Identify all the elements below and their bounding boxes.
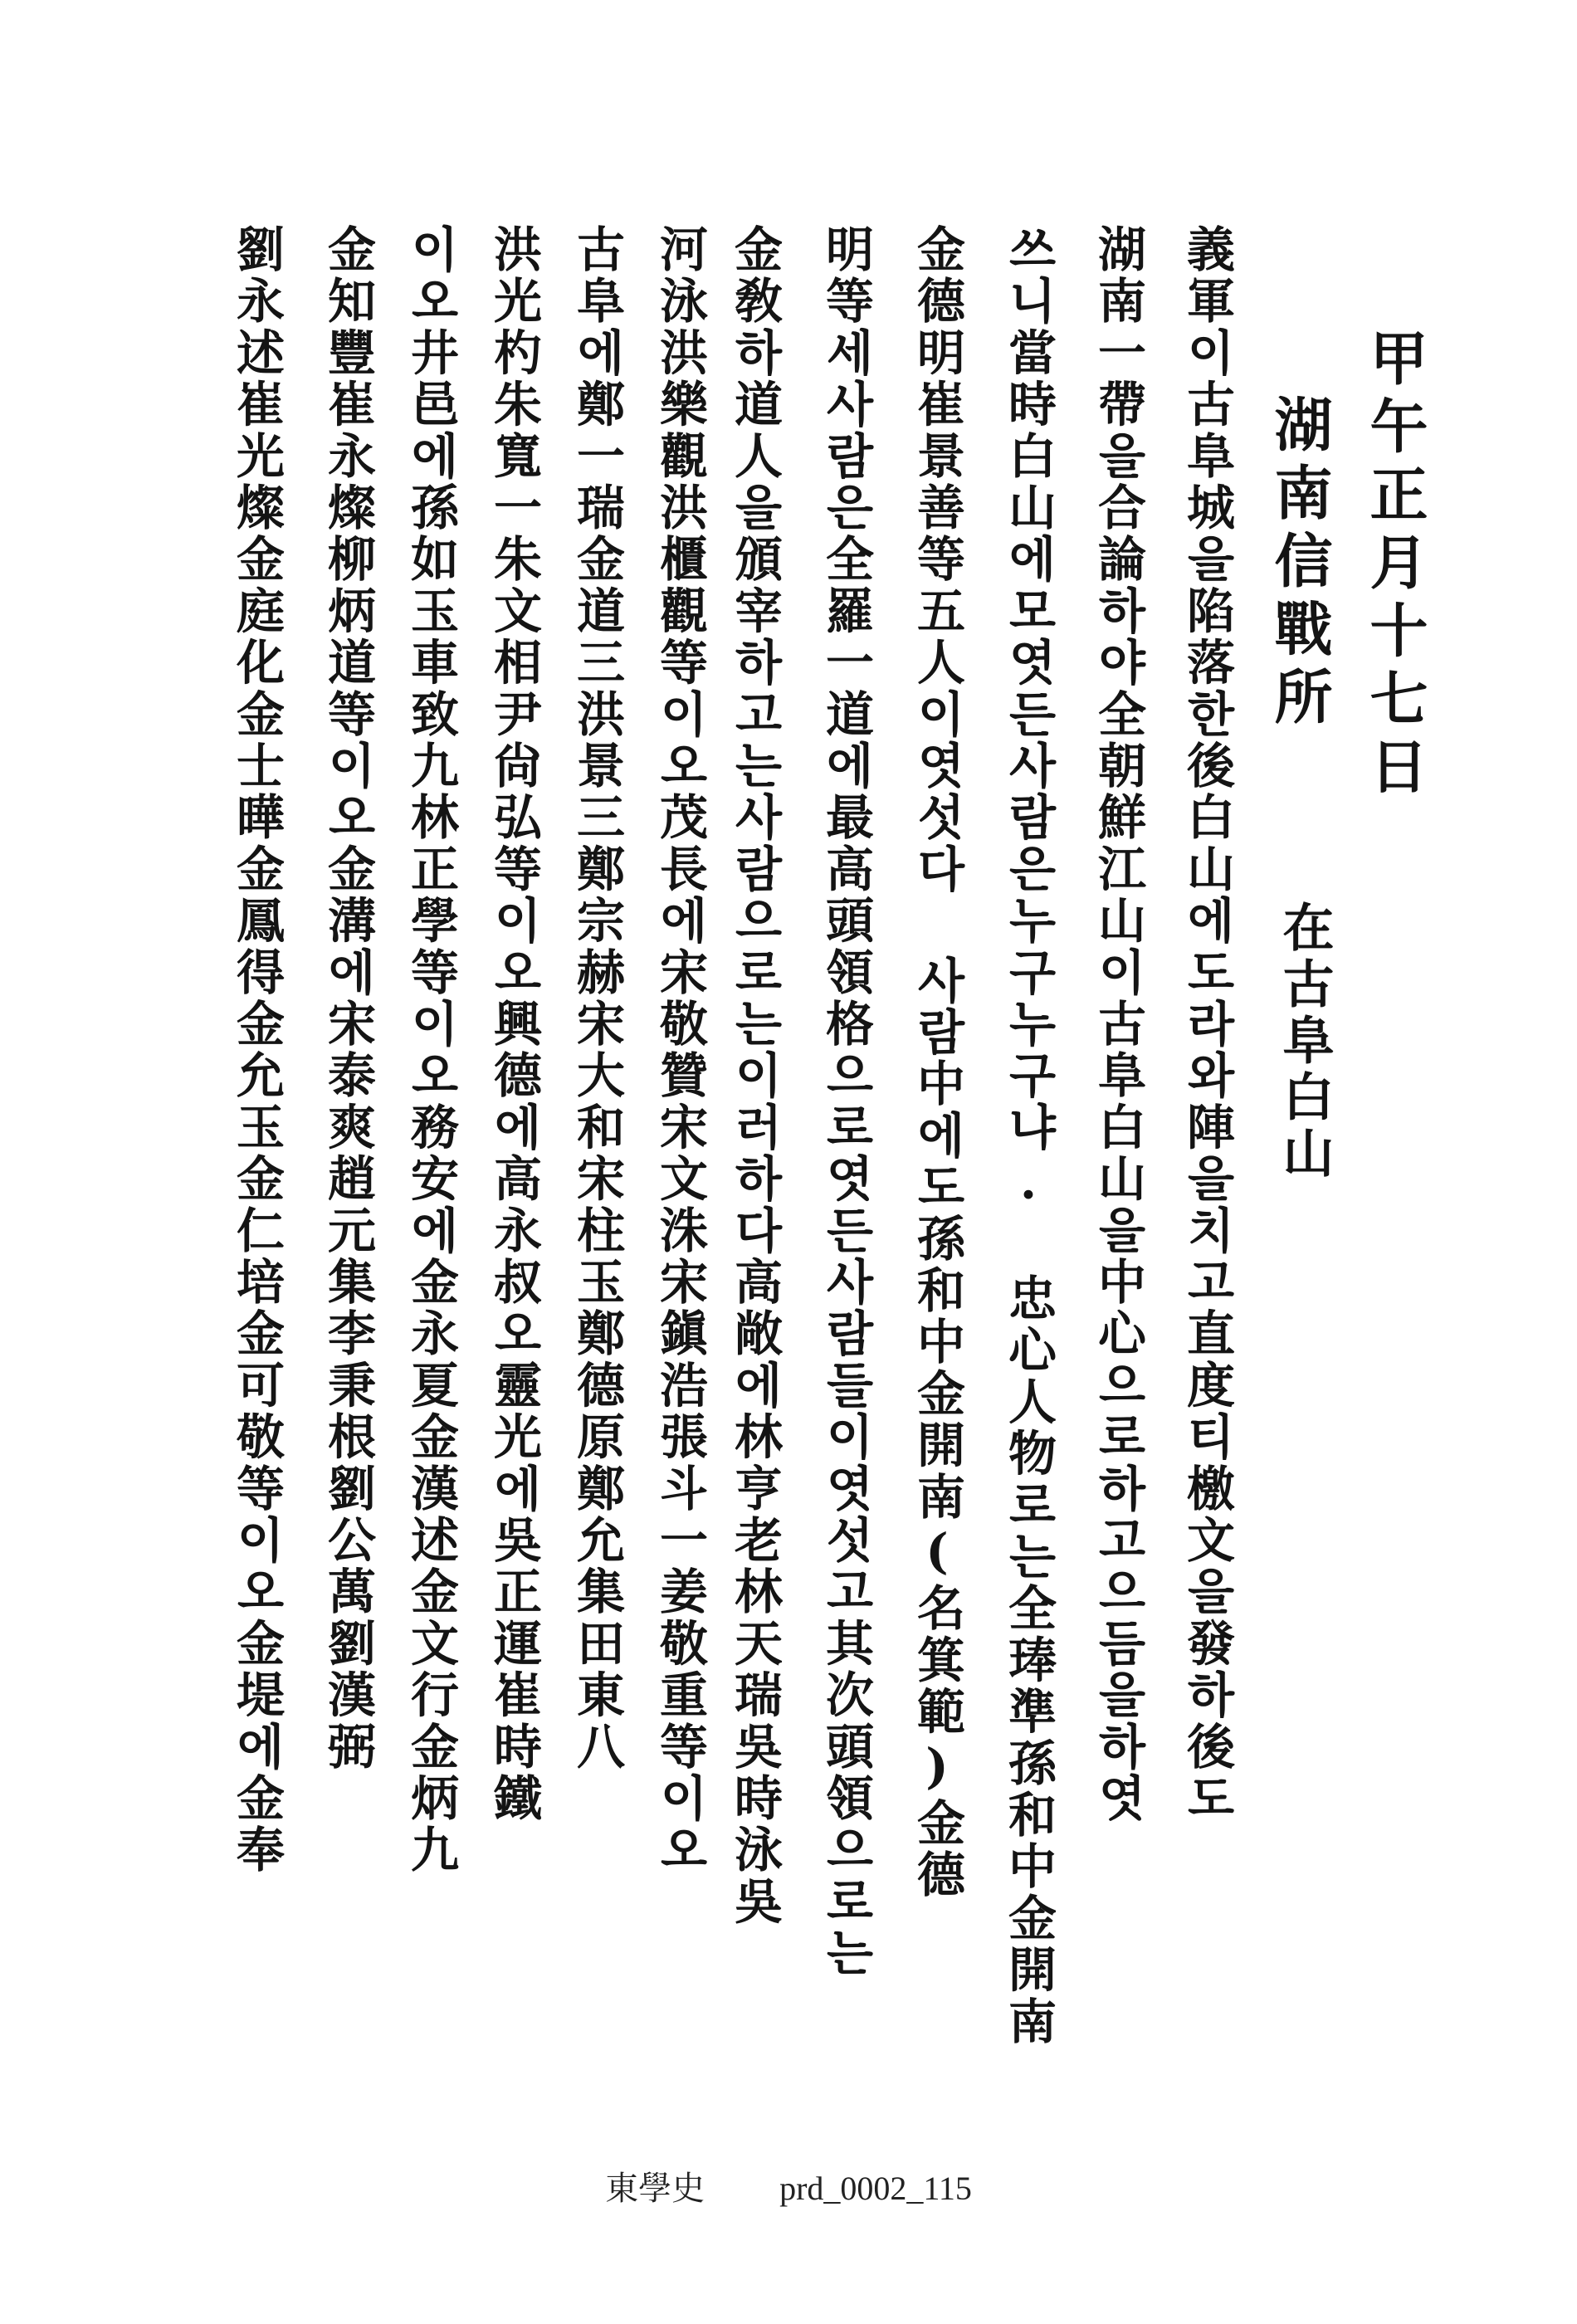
text-column-5: 明等세사람은全羅一道에最高頭領格으로엿든사람들이엿섯고其次頭領으로는: [818, 224, 874, 1980]
text-column-7: 河泳洪樂觀洪櫃觀等이오茂長에宋敬贊宋文洙宋鎭浩張斗一姜敬重等이오: [652, 224, 708, 1877]
text-column-2: 湖南一帶을合論하야全朝鮮江山이古阜白山을中心으로하고으듬을하엿: [1090, 224, 1146, 1825]
text-column-4: 金德明崔景善等五人이엿섯다 사람中에도孫和中金開南(名箕範)金德: [909, 224, 965, 1902]
text-column-6: 金敎하道人을頒宰하고는사람으로는이러하다高敞에林亨老林天瑞吳時泳吳: [726, 224, 783, 1928]
text-column-8: 古阜에鄭一瑞金道三洪景三鄭宗赫宋大和宋柱玉鄭德原鄭允集田東八: [569, 224, 625, 1773]
footer-book-title: 東學史: [605, 2170, 706, 2207]
header-location: 在古阜白山: [1274, 901, 1335, 1183]
text-column-3: 쓰니當時白山에모엿든사람은누구누구냐. 忠心人物로는全琫準孫和中金開南: [1000, 224, 1057, 2048]
text-column-9: 洪光杓朱寬一朱文相尹尙弘等이오興德에高永叔오靈光에吳正運崔時鐵: [486, 224, 542, 1825]
header-date: 甲午正月十七日: [1360, 328, 1429, 804]
text-column-11: 金知豐崔永燦柳炳道等이오金溝에宋泰爽趙元集李秉根劉公萬劉漢弼: [320, 224, 376, 1773]
header-title: 湖南信戰所: [1265, 394, 1334, 735]
footer-page-id: prd_0002_115: [779, 2170, 972, 2207]
text-column-1: 義軍이古阜城을陷落한後白山에도라와陣을치고直度티檄文을發하後도: [1179, 224, 1235, 1825]
text-column-12: 劉永述崔光燦金庭化金士曄金鳳得金允玉金仁培金可敬等이오金堤에金奉: [228, 224, 285, 1877]
text-column-10: 이오井邑에孫如玉車致九林正學等이오務安에金永夏金漢述金文行金炳九: [403, 224, 459, 1877]
page-footer: [0, 2162, 1577, 2209]
